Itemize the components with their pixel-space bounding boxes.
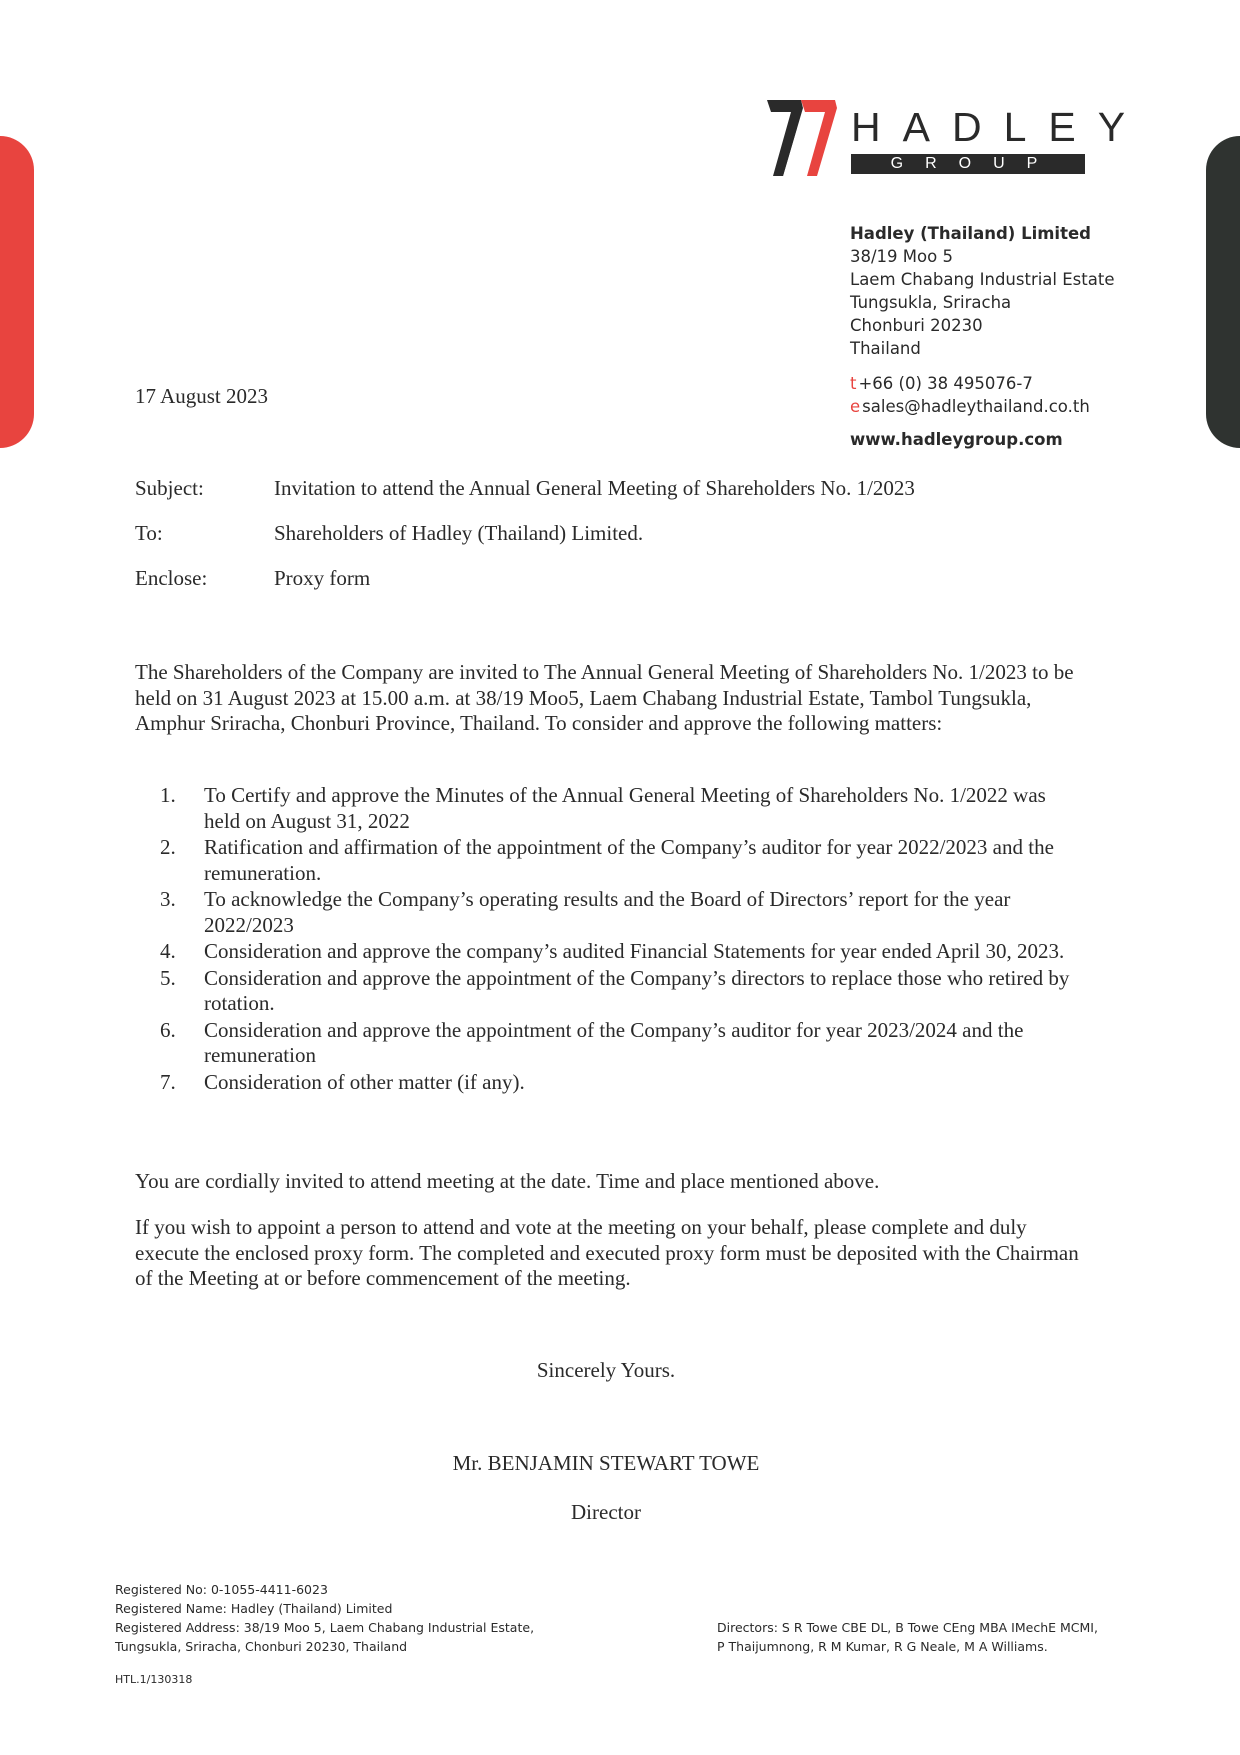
agenda-item-text: Ratification and affirmation of the appointment of the Company’s auditor for year 2022/2023 and the remuneration. xyxy=(204,835,1054,885)
agenda-item-number: 7. xyxy=(160,1069,176,1094)
agenda-item-number: 2. xyxy=(160,835,176,859)
company-name: Hadley (Thailand) Limited xyxy=(850,224,1091,243)
form-code: HTL.1/130318 xyxy=(115,1673,193,1686)
hadley-mark-icon xyxy=(765,98,837,178)
directors-line: P Thaijumnong, R M Kumar, R G Neale, M A Williams. xyxy=(717,1639,1048,1654)
to-value: Shareholders of Hadley (Thailand) Limited. xyxy=(274,521,644,545)
agenda-item-text: Consideration and approve the appointment of the Company’s directors to replace those who retired by rotation. xyxy=(204,965,1070,1015)
proxy-paragraph: If you wish to appoint a person to attend and vote at the meeting on your behalf, please complete and duly execute the enclosed proxy form. The completed and executed proxy form must be deposited with the Chairman of the Meeting at or before commencement of the meeting. xyxy=(135,1215,1079,1290)
email-address: sales@hadleythailand.co.th xyxy=(862,397,1090,416)
agenda-item xyxy=(160,783,1085,834)
address-line: Chonburi 20230 xyxy=(850,316,983,335)
left-edge-tab xyxy=(0,136,34,448)
directors-footer xyxy=(717,1618,1098,1656)
address-line: Tungsukla, Sriracha xyxy=(850,293,1012,312)
agenda-item-text: Consideration and approve the company’s audited Financial Statements for year ended April 30, 2023. xyxy=(204,939,1065,963)
agenda-item xyxy=(160,887,1085,938)
agenda-item xyxy=(160,1070,1085,1096)
registration-footer xyxy=(115,1580,534,1656)
invite-paragraph: You are cordially invited to attend meeting at the date. Time and place mentioned above. xyxy=(135,1169,880,1193)
address-line: 38/19 Moo 5 xyxy=(850,247,953,266)
agenda-item xyxy=(160,835,1085,886)
agenda-item xyxy=(160,1018,1085,1069)
company-address-block xyxy=(850,222,1114,451)
agenda-item-number: 5. xyxy=(160,965,176,990)
agenda-list xyxy=(160,783,1085,1096)
to-label: To: xyxy=(135,521,163,545)
registered-number: Registered No: 0-1055-4411-6023 xyxy=(115,1582,328,1597)
letter-date: 17 August 2023 xyxy=(135,384,269,408)
agenda-item xyxy=(160,939,1085,965)
logo-subtitle-bar: GROUP xyxy=(851,154,1085,174)
to-row xyxy=(135,521,915,566)
agenda-item-text: Consideration and approve the appointment of the Company’s auditor for year 2023/2024 and the remuneration xyxy=(204,1017,1024,1067)
agenda-item-number: 6. xyxy=(160,1017,176,1042)
email-key: e xyxy=(850,397,861,416)
phone-number: +66 (0) 38 495076-7 xyxy=(858,374,1033,393)
directors-line: Directors: S R Towe CBE DL, B Towe CEng MBA IMechE MCMI, xyxy=(717,1620,1098,1635)
agenda-item-number: 1. xyxy=(160,783,176,807)
logo-wordmark: HADLEY xyxy=(851,104,1148,150)
registered-address-line: Registered Address: 38/19 Moo 5, Laem Chabang Industrial Estate, xyxy=(115,1620,535,1635)
letter-header-fields xyxy=(135,476,915,611)
email-line xyxy=(850,395,1114,418)
subject-label: Subject: xyxy=(135,476,204,500)
signer-name: Mr. BENJAMIN STEWART TOWE xyxy=(452,1451,760,1475)
intro-paragraph: The Shareholders of the Company are invited to The Annual General Meeting of Shareholders No. 1/2023 to be held on 31 August 2023 at 15.00 a.m. at 38/19 Moo5, Laem Chabang Industrial Estate, Tambol Tungsukla, Amphur Sriracha, Chonburi Province, Thailand. To consider and approve the following matters: xyxy=(135,660,1074,735)
enclose-row xyxy=(135,566,915,611)
signer-title: Director xyxy=(571,1500,641,1524)
closing-line: Sincerely Yours. xyxy=(536,1358,676,1382)
agenda-item-number: 4. xyxy=(160,939,176,963)
agenda-item-text: To Certify and approve the Minutes of the Annual General Meeting of Shareholders No. 1/2022 was held on August 31, 2022 xyxy=(204,783,1046,833)
agenda-item-text: To acknowledge the Company’s operating results and the Board of Directors’ report for the year 2022/2023 xyxy=(204,887,1011,937)
agenda-item-number: 3. xyxy=(160,887,176,911)
phone-line xyxy=(850,372,1114,395)
registered-address-line: Tungsukla, Sriracha, Chonburi 20230, Thailand xyxy=(115,1639,408,1654)
subject-row xyxy=(135,476,915,521)
address-line: Thailand xyxy=(850,339,921,358)
agenda-item-text: Consideration of other matter (if any). xyxy=(204,1069,525,1094)
subject-value: Invitation to attend the Annual General Meeting of Shareholders No. 1/2023 xyxy=(274,476,915,500)
registered-name: Registered Name: Hadley (Thailand) Limited xyxy=(115,1601,393,1616)
enclose-label: Enclose: xyxy=(135,566,208,590)
address-line: Laem Chabang Industrial Estate xyxy=(850,270,1115,289)
phone-key: t xyxy=(850,374,857,393)
website: www.hadleygroup.com xyxy=(850,430,1063,449)
agenda-item xyxy=(160,966,1085,1017)
right-edge-tab xyxy=(1206,136,1240,448)
enclose-value: Proxy form xyxy=(274,566,371,590)
company-logo xyxy=(765,98,1148,180)
